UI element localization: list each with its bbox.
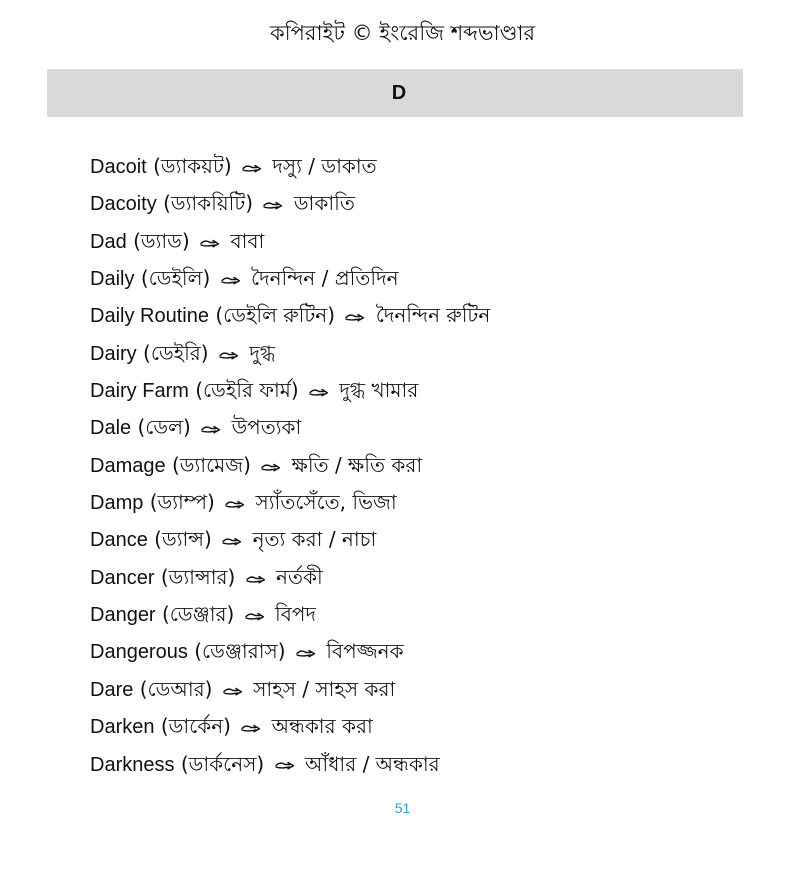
entry-word: Damage [90, 454, 166, 477]
entry-meaning: নৃত্য করা / নাচা [252, 527, 377, 552]
arrow-icon [225, 485, 245, 522]
list-item [90, 447, 770, 484]
list-item [90, 148, 770, 185]
entry-meaning: অন্ধকার করা [271, 714, 373, 739]
entry-meaning: স্যাঁতসেঁতে, ভিজা [255, 490, 397, 515]
list-item [90, 372, 770, 409]
entry-pronunciation: (ড্যান্স) [154, 527, 212, 552]
arrow-icon [242, 149, 262, 186]
entry-pronunciation: (ডেল) [137, 415, 191, 440]
arrow-icon [309, 373, 329, 410]
entry-word: Dairy [90, 342, 137, 365]
entry-pronunciation: (ডেআর) [139, 676, 213, 701]
entry-meaning: বাবা [230, 228, 265, 253]
list-item [90, 746, 770, 783]
entry-pronunciation: (ড্যাকয়ট) [153, 154, 232, 178]
entry-pronunciation: (ডেইলি) [140, 266, 211, 291]
entry-word: Damp [90, 492, 144, 515]
entry-word: Dance [90, 529, 148, 552]
entry-pronunciation: (ডেইরি) [143, 340, 209, 365]
arrow-icon [245, 597, 265, 634]
arrow-icon [275, 746, 295, 783]
entry-word: Dacoity [90, 193, 157, 216]
arrow-icon [261, 448, 281, 485]
entry-word: Danger [90, 604, 156, 627]
entry-pronunciation: (ড্যামেজ) [171, 452, 251, 477]
entry-pronunciation: (ডেইরি ফার্ম) [195, 378, 299, 403]
page-number: 51 [394, 800, 411, 816]
entry-meaning: উপত্যকা [231, 415, 302, 440]
page-title: কপিরাইট © ইংরেজি শব্দভাণ্ডার [269, 21, 536, 45]
section-letter: D [391, 81, 407, 104]
arrow-icon [200, 224, 220, 261]
entry-meaning: দুগ্ধ [249, 340, 276, 365]
arrow-icon [263, 186, 283, 223]
entry-word: Dad [90, 230, 127, 253]
entry-meaning: দৈনন্দিন / প্রতিদিন [251, 266, 399, 291]
entry-word: Dale [90, 417, 132, 440]
entry-word: Dancer [90, 566, 155, 589]
arrow-icon [241, 709, 261, 746]
entry-meaning: দুগ্ধ খামার [339, 378, 419, 403]
entry-pronunciation: (ডেঞ্জার) [161, 602, 235, 627]
arrow-icon [296, 634, 316, 671]
entry-meaning: দৈনন্দিন রুটিন [375, 303, 491, 328]
entry-meaning: বিপদ [275, 602, 316, 627]
entry-word: Darkness [90, 753, 175, 776]
section-header [47, 69, 743, 117]
entry-word: Dangerous [90, 641, 188, 664]
arrow-icon [223, 672, 243, 709]
entry-meaning: ক্ষতি / ক্ষতি করা [291, 452, 423, 477]
entry-meaning: নর্তকী [276, 564, 323, 589]
list-item [90, 297, 770, 334]
entry-meaning: ডাকাতি [293, 191, 355, 216]
list-item [90, 521, 770, 558]
entry-meaning: বিপজ্জনক [326, 639, 404, 664]
entry-word: Dacoit [90, 156, 147, 178]
entry-word: Dairy Farm [90, 380, 189, 403]
entry-pronunciation: (ড্যাকয়িটি) [163, 191, 254, 216]
arrow-icon [219, 336, 239, 373]
list-item [90, 185, 770, 222]
entry-word: Darken [90, 716, 155, 739]
list-item [90, 335, 770, 372]
list-item [90, 223, 770, 260]
list-item [90, 260, 770, 297]
entry-pronunciation: (ডেঞ্জারাস) [194, 639, 286, 664]
list-item [90, 633, 770, 670]
arrow-icon [221, 261, 241, 298]
entry-pronunciation: (ড্যাড) [133, 228, 190, 253]
entry-pronunciation: (ডেইলি রুটিন) [215, 303, 336, 328]
list-item [90, 708, 770, 745]
entry-pronunciation: (ড্যান্সার) [160, 564, 236, 589]
entry-pronunciation: (ড্যাম্প) [149, 490, 215, 515]
list-item [90, 559, 770, 596]
arrow-icon [345, 298, 365, 335]
entry-word: Dare [90, 678, 134, 701]
arrow-icon [246, 560, 266, 597]
arrow-icon [201, 410, 221, 447]
entry-meaning: আঁধার / অন্ধকার [304, 751, 440, 776]
word-list [90, 148, 770, 783]
list-item [90, 484, 770, 521]
entry-meaning: সাহস / সাহস করা [253, 676, 396, 701]
entry-word: Daily [90, 268, 135, 291]
entry-word: Daily Routine [90, 305, 209, 328]
entry-meaning: দস্যু / ডাকাত [272, 154, 377, 178]
list-item [90, 596, 770, 633]
entry-pronunciation: (ডার্কেন) [160, 714, 231, 739]
arrow-icon [222, 522, 242, 559]
list-item [90, 409, 770, 446]
list-item [90, 671, 770, 708]
entry-pronunciation: (ডার্কনেস) [180, 751, 265, 776]
